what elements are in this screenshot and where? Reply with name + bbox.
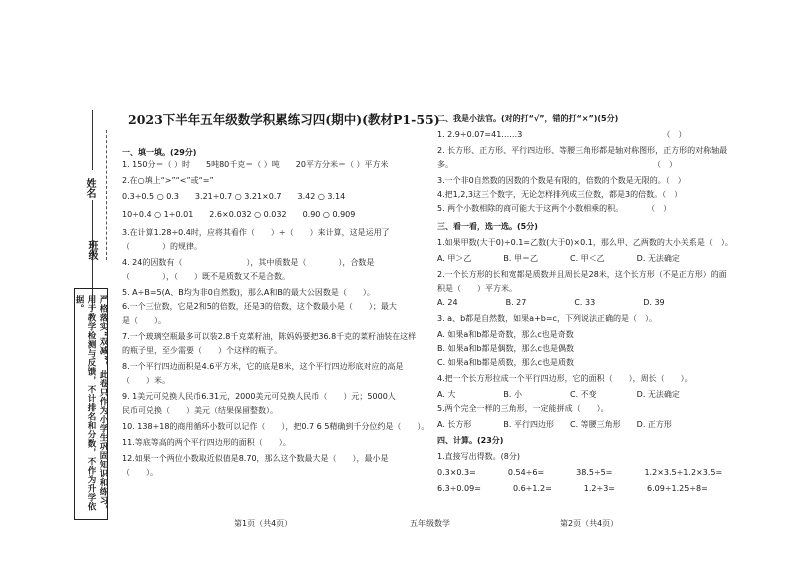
question-line: 民币可兑换（ ）美元（结果保留整数）。 [122,406,278,415]
choice-item: A. 长方形 B. 平行四边形 C. 等腰三角形 D. 正方形 [437,420,672,429]
question-line: 10÷0.4 ○ 1÷0.01 2.6×0.032 ○ 0.032 0.90 ○ 0.909 [122,210,356,219]
choice-item: A. 24 B. 27 C. 33 D. 39 [437,298,665,307]
question-line: 4. 24的因数有（ ），其中质数是（ ），合数是 [122,258,375,267]
page-2-footer: 第2页（共4页） [560,519,619,528]
judge-item: 3.一个非0自然数的因数的个数是有限的，倍数的个数是无限的。（ ） [437,176,686,185]
choice-item: 1.如果甲数(大于0)÷0.1=乙数(大于0)×0.1，那么甲、乙两数的大小关系是（ ）。 [437,238,733,247]
question-line: 是（ ）。 [122,316,166,325]
calc-row: 6.3÷0.09= 0.6÷1.2= 1.2÷3= 6.09÷1.25÷8= [437,484,708,493]
calc-row: 0.3×0.3= 0.54÷6= 38.5÷5= 1.2×3.5÷1.2×3.5= [437,468,723,477]
judge-item: 2. 长方形、正方形、平行四边形、等腰三角形都是轴对称图形，正方形的对称轴最 [437,146,728,155]
question-line: 1. 150分＝（ ）时 5吨80千克＝（ ）吨 20平方分米＝（ ）平方米 [122,160,389,169]
question-line: 8.一个平行四边面积是4.6平方米，它的底是8米，这个平行四边形底对应的高是 [122,362,404,371]
section-2-heading: 二、我是小法官。(对的打“√”，错的打“×”)(5分) [437,114,619,123]
question-line: 12.如果一个两位小数取近似值是8.70，那么这个数最大是（ ），最小是 [122,454,389,463]
page-1-footer: 第1页（共4页） [234,519,293,528]
question-line: 2.在○填上“>”“<”或“=” [122,176,214,185]
question-line: （ ）的规律。 [122,242,202,251]
choice-item: 3. a、b都是自然数，如果a+b=c，下列说法正确的是（ ）。 [437,314,657,323]
question-line: （ ），（ ）既不是质数又不是合数。 [122,272,290,281]
question-line: 9. 1美元可兑换人民币6.31元，2000美元可兑换人民币（ ）元；5000人 [122,392,396,401]
subject-footer: 五年级数学 [410,519,450,528]
notice-text: 严格落实“双减”，此卷只作为小学生巩固知识和练习，用于教学检测与反馈，不计排名和分数，不作为升学依据。 [74,295,108,515]
question-line: 10. 138÷18的商用循环小数可以记作（ ），把0.7 6 5精确到千分位约是（ ）。 [122,422,430,431]
choice-item: 积是（ ）平方米。 [437,284,517,293]
judge-item: 多。 （ ） [437,160,677,169]
question-line: 3.在计算1.28÷0.4时，应将其看作（ ）÷（ ）来计算，这是运用了 [122,228,390,237]
question-line: （ ）。 [122,468,158,477]
subsection-heading: 1.直接写出得数。(8分) [437,452,520,461]
class-label: 班级 [86,240,97,260]
choice-item: 4.把一个长方形拉成一个平行四边形，它的面积（ ），周长（ ）。 [437,374,693,383]
choice-item: A. 大 B. 小 C. 不变 D. 无法确定 [437,390,680,399]
judge-item: 1. 2.9÷0.07=41……3 （ ） [437,130,687,139]
cut-line [106,130,107,260]
section-1-heading: 一、填一填。(29分) [122,148,197,157]
question-line: 5. A÷B=5(A、B均为非0自然数)，那么A和B的最大公因数是（ ）。 [122,288,375,297]
notice-box [74,288,108,520]
name-line [92,110,93,170]
question-line: 6.一个三位数，它是2和5的倍数，还是3的倍数，这个数最小是（ ）；最大 [122,302,397,311]
choice-item: A. 甲＞乙 B. 甲＝乙 C. 甲＜乙 D. 无法确定 [437,254,680,263]
question-line: 11.等底等高的两个平行四边形的面积（ ）。 [122,438,291,447]
question-line: 的瓶子里，至少需要（ ）个这样的瓶子。 [122,346,282,355]
choice-item: B. 如果a和b都是偶数，那么c也是偶数 [437,344,574,353]
exam-title: 2023下半年五年级数学积累练习四(期中)(教材P1-55) [128,112,440,127]
choice-item: 2.一个长方形的长和宽都是质数并且周长是28米，这个长方形（不是正方形）的面 [437,270,727,279]
question-line: 7.一个玻璃空瓶最多可以装2.8千克菜籽油，陈妈妈要把36.8千克的菜籽油装在这样 [122,332,417,341]
choice-item: 5.两个完全一样的三角形，一定能拼成（ ）。 [437,404,609,413]
judge-item: 4.把1,2,3这三个数字，无论怎样排列成三位数，都是3的倍数。（ ） [437,190,683,199]
judge-item: 5. 两个小数相除的商可能大于这两个小数相乘的积。 （ ） [437,204,672,213]
section-4-heading: 四、计算。(23分) [437,436,504,445]
choice-item: A. 如果a和b都是奇数，那么c也是奇数 [437,330,574,339]
section-3-heading: 三、看一看，选一选。(5分) [437,222,538,231]
name-label: 姓名 [84,178,95,198]
question-line: 0.3÷0.5 ○ 0.3 3.21÷0.7 ○ 3.21×0.7 3.42 ○ 3.14 [122,192,346,201]
question-line: （ ）米。 [122,376,170,385]
choice-item: C. 如果a和b都是质数，那么c也是质数 [437,358,575,367]
